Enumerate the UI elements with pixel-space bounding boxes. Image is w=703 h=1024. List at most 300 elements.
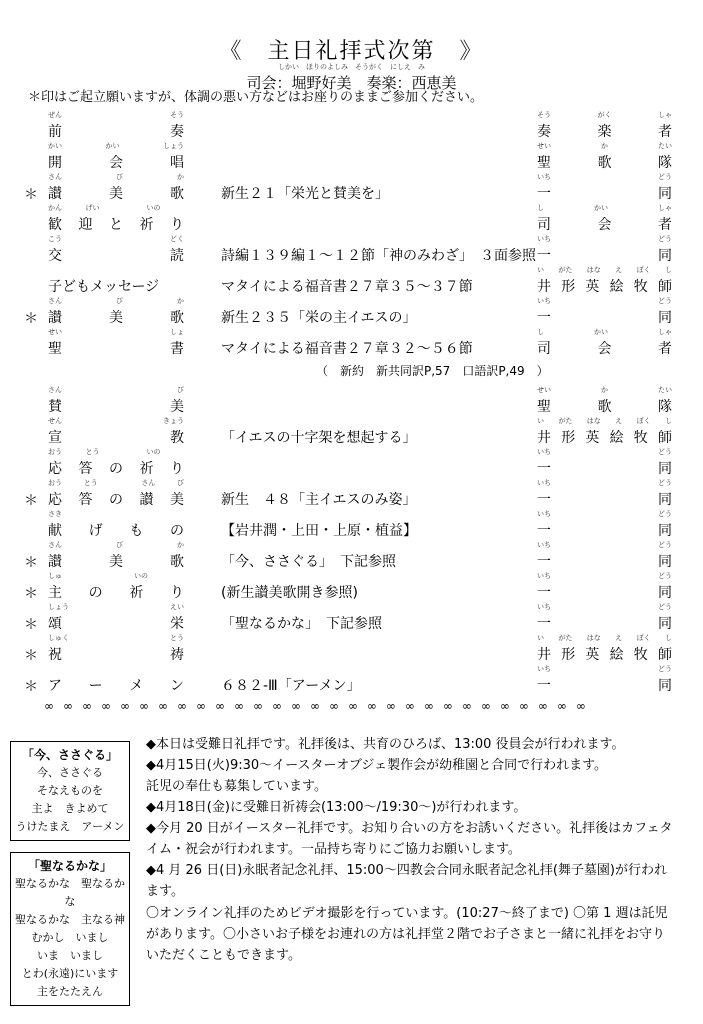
announcement: ◆今月 20 日がイースター礼拝です。お知り合いの方をお誘いください。礼拝後はカフェタイム・祝会が行われます。一品持ち寄りにご協力お願いします。 xyxy=(146,821,673,857)
furigana-char: か xyxy=(601,386,608,394)
item-furigana xyxy=(48,203,184,213)
item-name-char: 讃 xyxy=(48,186,62,202)
item-name xyxy=(48,214,184,234)
staff-text: 司会：堀野好美 奏楽：西恵美 xyxy=(246,74,457,92)
furigana-char: い xyxy=(537,417,544,425)
furigana-char: かい xyxy=(594,328,608,336)
item-furigana xyxy=(48,141,184,151)
item-role xyxy=(537,338,672,358)
furigana-char: しょ xyxy=(170,328,184,336)
standing-mark: ＊ xyxy=(24,493,38,509)
furigana-char: どう xyxy=(658,173,672,181)
item-role xyxy=(537,121,672,141)
furigana-char: いち xyxy=(537,510,551,518)
item-name-char: 迎 xyxy=(78,217,93,233)
item-name-char: 歓 xyxy=(48,217,62,233)
item-name-char: り xyxy=(169,585,184,601)
role-furigana xyxy=(537,633,672,643)
role-char: 一 xyxy=(537,186,551,202)
role-char: 同 xyxy=(658,186,672,202)
standing-note: ＊印はご起立願いますが、体調の悪い方などはお座りのままご参加ください。 xyxy=(28,90,484,105)
item-name-char: 歌 xyxy=(170,186,184,202)
furigana-char: そう xyxy=(537,111,551,119)
furigana-char: さき xyxy=(48,510,62,518)
item-name-char: 賛 xyxy=(48,399,62,415)
furigana-char: か xyxy=(177,541,184,549)
furigana-char: び xyxy=(177,479,184,487)
item-name-char: の xyxy=(109,492,123,508)
role-char: 英 xyxy=(585,647,600,663)
item-name xyxy=(48,427,184,447)
item-detail: 新生２３５「栄の主イエスの」 xyxy=(221,310,417,326)
role-char: 同 xyxy=(658,248,672,264)
item-role xyxy=(537,276,672,296)
role-char: 絵 xyxy=(609,279,624,295)
role-char: 楽 xyxy=(597,124,612,140)
role-char: 会 xyxy=(597,217,612,233)
item-name-char: 奏 xyxy=(170,124,184,140)
role-char: 者 xyxy=(658,341,672,357)
role-char: 一 xyxy=(537,554,551,570)
role-char: 絵 xyxy=(609,647,624,663)
item-furigana xyxy=(48,110,184,120)
item-name xyxy=(48,582,184,602)
role-furigana xyxy=(537,141,672,151)
furigana-char: おう xyxy=(48,448,62,456)
role-char: 司 xyxy=(537,341,551,357)
role-furigana xyxy=(537,203,672,213)
furigana-char: いの xyxy=(146,448,161,456)
furigana-char: せん xyxy=(48,417,62,425)
furigana-char: とう xyxy=(83,479,98,487)
item-name-char: と xyxy=(109,217,123,233)
furigana-char: いの xyxy=(134,572,148,580)
item-name-char: 歌 xyxy=(170,310,184,326)
role-char: 同 xyxy=(658,678,672,694)
item-role xyxy=(537,489,672,509)
item-role xyxy=(537,152,672,172)
role-char: 会 xyxy=(597,341,612,357)
furigana-char: しゃ xyxy=(658,328,672,336)
furigana-char: こう xyxy=(48,235,62,243)
role-char: 師 xyxy=(657,430,672,446)
furigana-char: か xyxy=(601,142,608,150)
item-furigana xyxy=(48,172,184,182)
item-name-char: ン xyxy=(169,678,184,694)
item-name-char: の xyxy=(109,461,123,477)
item-name-char: 唱 xyxy=(170,155,184,171)
item-furigana xyxy=(48,447,184,457)
hymn-line: いま いまし xyxy=(37,949,103,962)
hymn-line: うけたまえ アーメン xyxy=(15,820,125,833)
program-row xyxy=(0,387,703,413)
program-row xyxy=(0,603,703,633)
divider: ∞∞∞∞∞∞∞∞∞∞∞∞∞∞∞∞∞∞∞∞∞∞∞∞∞∞∞∞∞ xyxy=(44,699,595,713)
page-title: 《 主日礼拝式次第 》 xyxy=(219,39,484,64)
furigana-char: さん xyxy=(141,479,156,487)
role-furigana xyxy=(537,664,672,674)
furigana-char: さん xyxy=(48,541,62,549)
item-role xyxy=(537,427,672,447)
hymn-box-imasasaguru xyxy=(10,741,130,841)
furigana-char: い xyxy=(537,634,544,642)
item-name-char: 祈 xyxy=(129,585,144,601)
item-name-char: 頌 xyxy=(48,616,62,632)
role-char: 井 xyxy=(537,647,551,663)
furigana-char: し xyxy=(664,266,672,274)
role-furigana xyxy=(537,234,672,244)
furigana-char: び xyxy=(116,173,123,181)
furigana-char: しゅく xyxy=(48,634,69,642)
program-row xyxy=(0,205,703,231)
standing-mark: ＊ xyxy=(24,617,38,633)
item-name xyxy=(48,520,184,540)
item-name-char: 祝 xyxy=(48,647,62,663)
item-name-char: 答 xyxy=(78,461,93,477)
hymn-line: 今、ささぐる xyxy=(37,766,103,779)
item-furigana xyxy=(48,633,184,643)
item-detail: マタイによる福音書２７章３２～５６節 xyxy=(221,341,473,357)
furigana-char: えい xyxy=(170,603,184,611)
furigana-char: し xyxy=(537,328,544,336)
furigana-char: いち xyxy=(537,235,551,243)
item-name-char: 讃 xyxy=(48,554,62,570)
item-name xyxy=(48,121,184,141)
role-char: 師 xyxy=(657,279,672,295)
role-furigana xyxy=(537,478,672,488)
item-detail: 【岩井潤・上田・上原・植益】 xyxy=(221,523,417,539)
item-role xyxy=(537,520,672,540)
program-row xyxy=(0,449,703,475)
furigana-char: どう xyxy=(658,297,672,305)
item-name-char: 栄 xyxy=(170,616,184,632)
item-role xyxy=(537,551,672,571)
hymn-line: 主をたたえん xyxy=(37,985,103,998)
item-name-char: ア xyxy=(48,678,62,694)
program-row xyxy=(0,634,703,664)
item-name-char: 祈 xyxy=(139,461,154,477)
furigana-char: とう xyxy=(170,634,184,642)
furigana-char: いち xyxy=(537,603,551,611)
furigana-char: しゃ xyxy=(658,111,672,119)
role-char: 聖 xyxy=(537,155,551,171)
standing-mark: ＊ xyxy=(24,555,38,571)
announcements xyxy=(146,734,676,902)
item-detail: 新生２１「栄光と賛美を」 xyxy=(221,186,389,202)
item-role xyxy=(537,582,672,602)
furigana-char: ぼく xyxy=(636,417,651,425)
item-detail: ６８２-Ⅲ「アーメン」 xyxy=(221,678,361,694)
item-name-char: 子どもメッセージ xyxy=(48,279,160,295)
role-furigana xyxy=(537,327,672,337)
program-row xyxy=(0,479,703,509)
role-furigana xyxy=(537,509,672,519)
furigana-char: いち xyxy=(537,173,551,181)
furigana-char: どう xyxy=(658,572,672,580)
furigana-char: いち xyxy=(537,541,551,549)
furigana-char: おう xyxy=(48,479,62,487)
item-name-char: の xyxy=(169,523,184,539)
program-row xyxy=(0,511,703,537)
item-name xyxy=(48,152,184,172)
standing-mark: ＊ xyxy=(24,311,38,327)
role-char: 隊 xyxy=(658,155,672,171)
furigana-char: しゃ xyxy=(658,204,672,212)
item-name-char: り xyxy=(170,217,184,233)
item-name-char: メ xyxy=(129,678,144,694)
role-furigana xyxy=(537,602,672,612)
role-furigana xyxy=(537,447,672,457)
role-char: 歌 xyxy=(597,399,612,415)
furigana-char: か xyxy=(177,297,184,305)
furigana-char: どう xyxy=(658,603,672,611)
item-name-char: 美 xyxy=(170,399,184,415)
furigana-char: さん xyxy=(48,386,62,394)
role-char: 一 xyxy=(537,678,551,694)
item-name xyxy=(48,276,184,296)
role-char: 同 xyxy=(658,554,672,570)
role-char: 一 xyxy=(537,523,551,539)
item-furigana xyxy=(48,509,184,519)
program-row xyxy=(0,173,703,203)
item-name xyxy=(48,396,184,416)
furigana-char: しょう xyxy=(163,142,184,150)
hymn-line: 主よ きよめて xyxy=(31,802,109,815)
furigana-char: がた xyxy=(558,417,573,425)
furigana-char: さん xyxy=(48,173,62,181)
role-char: 同 xyxy=(658,523,672,539)
furigana-char: さん xyxy=(48,297,62,305)
item-role xyxy=(537,675,672,695)
furigana-char: たい xyxy=(658,142,672,150)
hymn-title: 「聖なるかな」 xyxy=(27,859,112,873)
item-name-char: 献 xyxy=(48,523,62,539)
item-furigana xyxy=(48,416,184,426)
role-char: 一 xyxy=(537,461,551,477)
role-char: 井 xyxy=(537,279,551,295)
staff-furigana: しかい ほりのよしみ そうがく にしえ み xyxy=(278,63,425,71)
item-name-char: 美 xyxy=(109,554,123,570)
item-role xyxy=(537,307,672,327)
furigana-char: いち xyxy=(537,665,551,673)
role-char: 師 xyxy=(657,647,672,663)
role-furigana xyxy=(537,385,672,395)
furigana-char: きょう xyxy=(163,417,184,425)
item-name-char: 美 xyxy=(170,492,184,508)
item-role xyxy=(537,214,672,234)
item-name-char: 歌 xyxy=(170,554,184,570)
item-name-char: 会 xyxy=(109,155,123,171)
announcement: ◆4月18日(金)に受難日祈祷会(13:00～/19:30～)が行われます。 xyxy=(146,800,527,815)
furigana-char: どう xyxy=(658,541,672,549)
item-furigana xyxy=(48,385,184,395)
furigana-char: どう xyxy=(658,448,672,456)
item-name-char: 書 xyxy=(170,341,184,357)
furigana-char: び xyxy=(116,541,123,549)
online-worship-note: 〇オンライン礼拝のためビデオ撮影を行っています。(10:27～終了まで) 〇第 1 週は託児があります。〇小さいお子様をお連れの方は礼拝堂２階でお子さまと一緒に礼拝をお守りいただくこともできます。 xyxy=(146,906,668,963)
furigana-char: いち xyxy=(537,448,551,456)
item-furigana xyxy=(48,478,184,488)
program-row xyxy=(0,572,703,602)
hymn-title: 「今、ささぐる」 xyxy=(21,748,118,762)
item-name-char: 主 xyxy=(48,585,62,601)
item-name-char: 開 xyxy=(48,155,62,171)
item-furigana xyxy=(48,234,184,244)
role-char: 牧 xyxy=(633,647,648,663)
standing-mark: ＊ xyxy=(24,679,38,695)
standing-mark: ＊ xyxy=(24,648,38,664)
furigana-char: しょう xyxy=(48,603,69,611)
furigana-char: せい xyxy=(537,386,551,394)
hymn-box-seinarukana xyxy=(10,852,130,1006)
item-name-char: 答 xyxy=(78,492,93,508)
furigana-char: はな xyxy=(586,417,601,425)
furigana-char: どう xyxy=(658,479,672,487)
item-name-char: 教 xyxy=(170,430,184,446)
role-char: 一 xyxy=(537,248,551,264)
role-char: 井 xyxy=(537,430,551,446)
item-name-char: 宣 xyxy=(48,430,62,446)
furigana-char: え xyxy=(615,417,623,425)
role-char: 者 xyxy=(658,217,672,233)
item-furigana xyxy=(48,540,184,550)
role-char: 一 xyxy=(537,616,551,632)
item-name-char: 前 xyxy=(48,124,62,140)
furigana-char: いち xyxy=(537,297,551,305)
furigana-char: げい xyxy=(85,204,100,212)
program-row xyxy=(0,143,703,169)
item-furigana xyxy=(48,602,184,612)
item-role xyxy=(537,396,672,416)
item-name xyxy=(48,489,184,509)
role-char: 一 xyxy=(537,492,551,508)
furigana-char: たい xyxy=(658,386,672,394)
item-furigana xyxy=(48,327,184,337)
furigana-char: せい xyxy=(537,142,551,150)
item-furigana xyxy=(48,571,184,581)
role-furigana xyxy=(537,571,672,581)
hymn-line: そなえものを xyxy=(37,784,103,797)
role-char: 絵 xyxy=(609,430,624,446)
role-furigana xyxy=(537,540,672,550)
hymn-line: 聖なるかな 主なる神 xyxy=(15,913,125,926)
role-char: 牧 xyxy=(633,279,648,295)
role-char: 隊 xyxy=(658,399,672,415)
announcement: 託児の奉仕も募集しています。 xyxy=(146,779,327,794)
furigana-char: び xyxy=(177,386,184,394)
item-detail: 詩編１３９編１～１２節「神のみわざ」 ３面参照 xyxy=(221,248,536,264)
furigana-char: いの xyxy=(146,204,161,212)
furigana-char: かい xyxy=(48,142,62,150)
program-row xyxy=(0,418,703,444)
role-furigana xyxy=(537,265,672,275)
item-name-char: の xyxy=(88,585,103,601)
item-name-char: 讃 xyxy=(139,492,154,508)
item-name-char: 美 xyxy=(109,310,123,326)
furigana-char: がた xyxy=(558,634,573,642)
item-detail: 「聖なるかな」 下記参照 xyxy=(221,616,382,632)
furigana-char: そう xyxy=(170,111,184,119)
item-name-char: 祷 xyxy=(170,647,184,663)
item-name xyxy=(48,307,184,327)
furigana-char: し xyxy=(664,634,672,642)
furigana-char: がく xyxy=(597,111,612,119)
announcement: ◆4月15日(火)9:30～イースターオブジェ製作会が幼稚園と合同で行われます。 xyxy=(146,758,608,773)
program-row xyxy=(0,541,703,571)
item-detail: 「イエスの十字架を想起する」 xyxy=(221,430,417,446)
role-char: 者 xyxy=(658,124,672,140)
hymn-line: むかし いまし xyxy=(31,931,109,944)
role-char: 形 xyxy=(561,647,576,663)
item-name-char: 応 xyxy=(48,492,62,508)
item-name-char: 交 xyxy=(48,248,62,264)
role-char: 歌 xyxy=(597,155,612,171)
announcement: ◆4 月 26 日(日)永眠者記念礼拝、15:00～四教会合同永眠者記念礼拝(舞子墓園)が行われます。 xyxy=(146,863,667,899)
role-furigana xyxy=(537,172,672,182)
item-name-char: 読 xyxy=(170,248,184,264)
furigana-char: いち xyxy=(537,479,551,487)
item-name xyxy=(48,245,184,265)
item-name-char: も xyxy=(129,523,144,539)
item-role xyxy=(537,613,672,633)
furigana-char: どう xyxy=(658,235,672,243)
furigana-char: とう xyxy=(85,448,100,456)
furigana-char: いち xyxy=(537,572,551,580)
program-row xyxy=(0,112,703,138)
item-furigana xyxy=(48,296,184,306)
furigana-char: え xyxy=(615,266,623,274)
role-furigana xyxy=(537,110,672,120)
role-char: 英 xyxy=(585,430,600,446)
role-char: 聖 xyxy=(537,399,551,415)
role-char: 同 xyxy=(658,461,672,477)
role-char: 形 xyxy=(561,279,576,295)
program-row xyxy=(0,236,703,262)
role-char: 形 xyxy=(561,430,576,446)
item-detail: 「今、ささぐる」 下記参照 xyxy=(221,554,396,570)
item-name xyxy=(48,675,184,695)
role-char: 奏 xyxy=(537,124,551,140)
item-name xyxy=(48,551,184,571)
item-detail: 新生 ４８「主イエスのみ姿」 xyxy=(221,492,417,508)
furigana-char: はな xyxy=(586,634,601,642)
furigana-char: え xyxy=(615,634,623,642)
hymn-line: とわ(永遠)にいます xyxy=(21,967,119,980)
furigana-char: がた xyxy=(558,266,573,274)
hymn-line: 聖なるかな 聖なるかな xyxy=(15,877,125,908)
furigana-char: し xyxy=(664,417,672,425)
item-role xyxy=(537,183,672,203)
furigana-char: どう xyxy=(658,665,672,673)
role-furigana xyxy=(537,416,672,426)
item-detail: (新生讃美歌開き参照) xyxy=(221,585,358,601)
item-name xyxy=(48,183,184,203)
furigana-char: かい xyxy=(594,204,608,212)
role-char: 一 xyxy=(537,585,551,601)
standing-mark: ＊ xyxy=(24,586,38,602)
bible-page-reference: （ 新約 新共同訳P,57 口語訳P,49 ） xyxy=(316,364,549,378)
role-furigana xyxy=(537,296,672,306)
item-name-char: り xyxy=(170,461,184,477)
furigana-char: ぼく xyxy=(636,634,651,642)
standing-mark: ＊ xyxy=(24,187,38,203)
furigana-char: しゅ xyxy=(48,572,62,580)
item-name-char: 聖 xyxy=(48,341,62,357)
program-row xyxy=(0,297,703,327)
role-char: 英 xyxy=(585,279,600,295)
item-name-char: 応 xyxy=(48,461,62,477)
item-name xyxy=(48,338,184,358)
